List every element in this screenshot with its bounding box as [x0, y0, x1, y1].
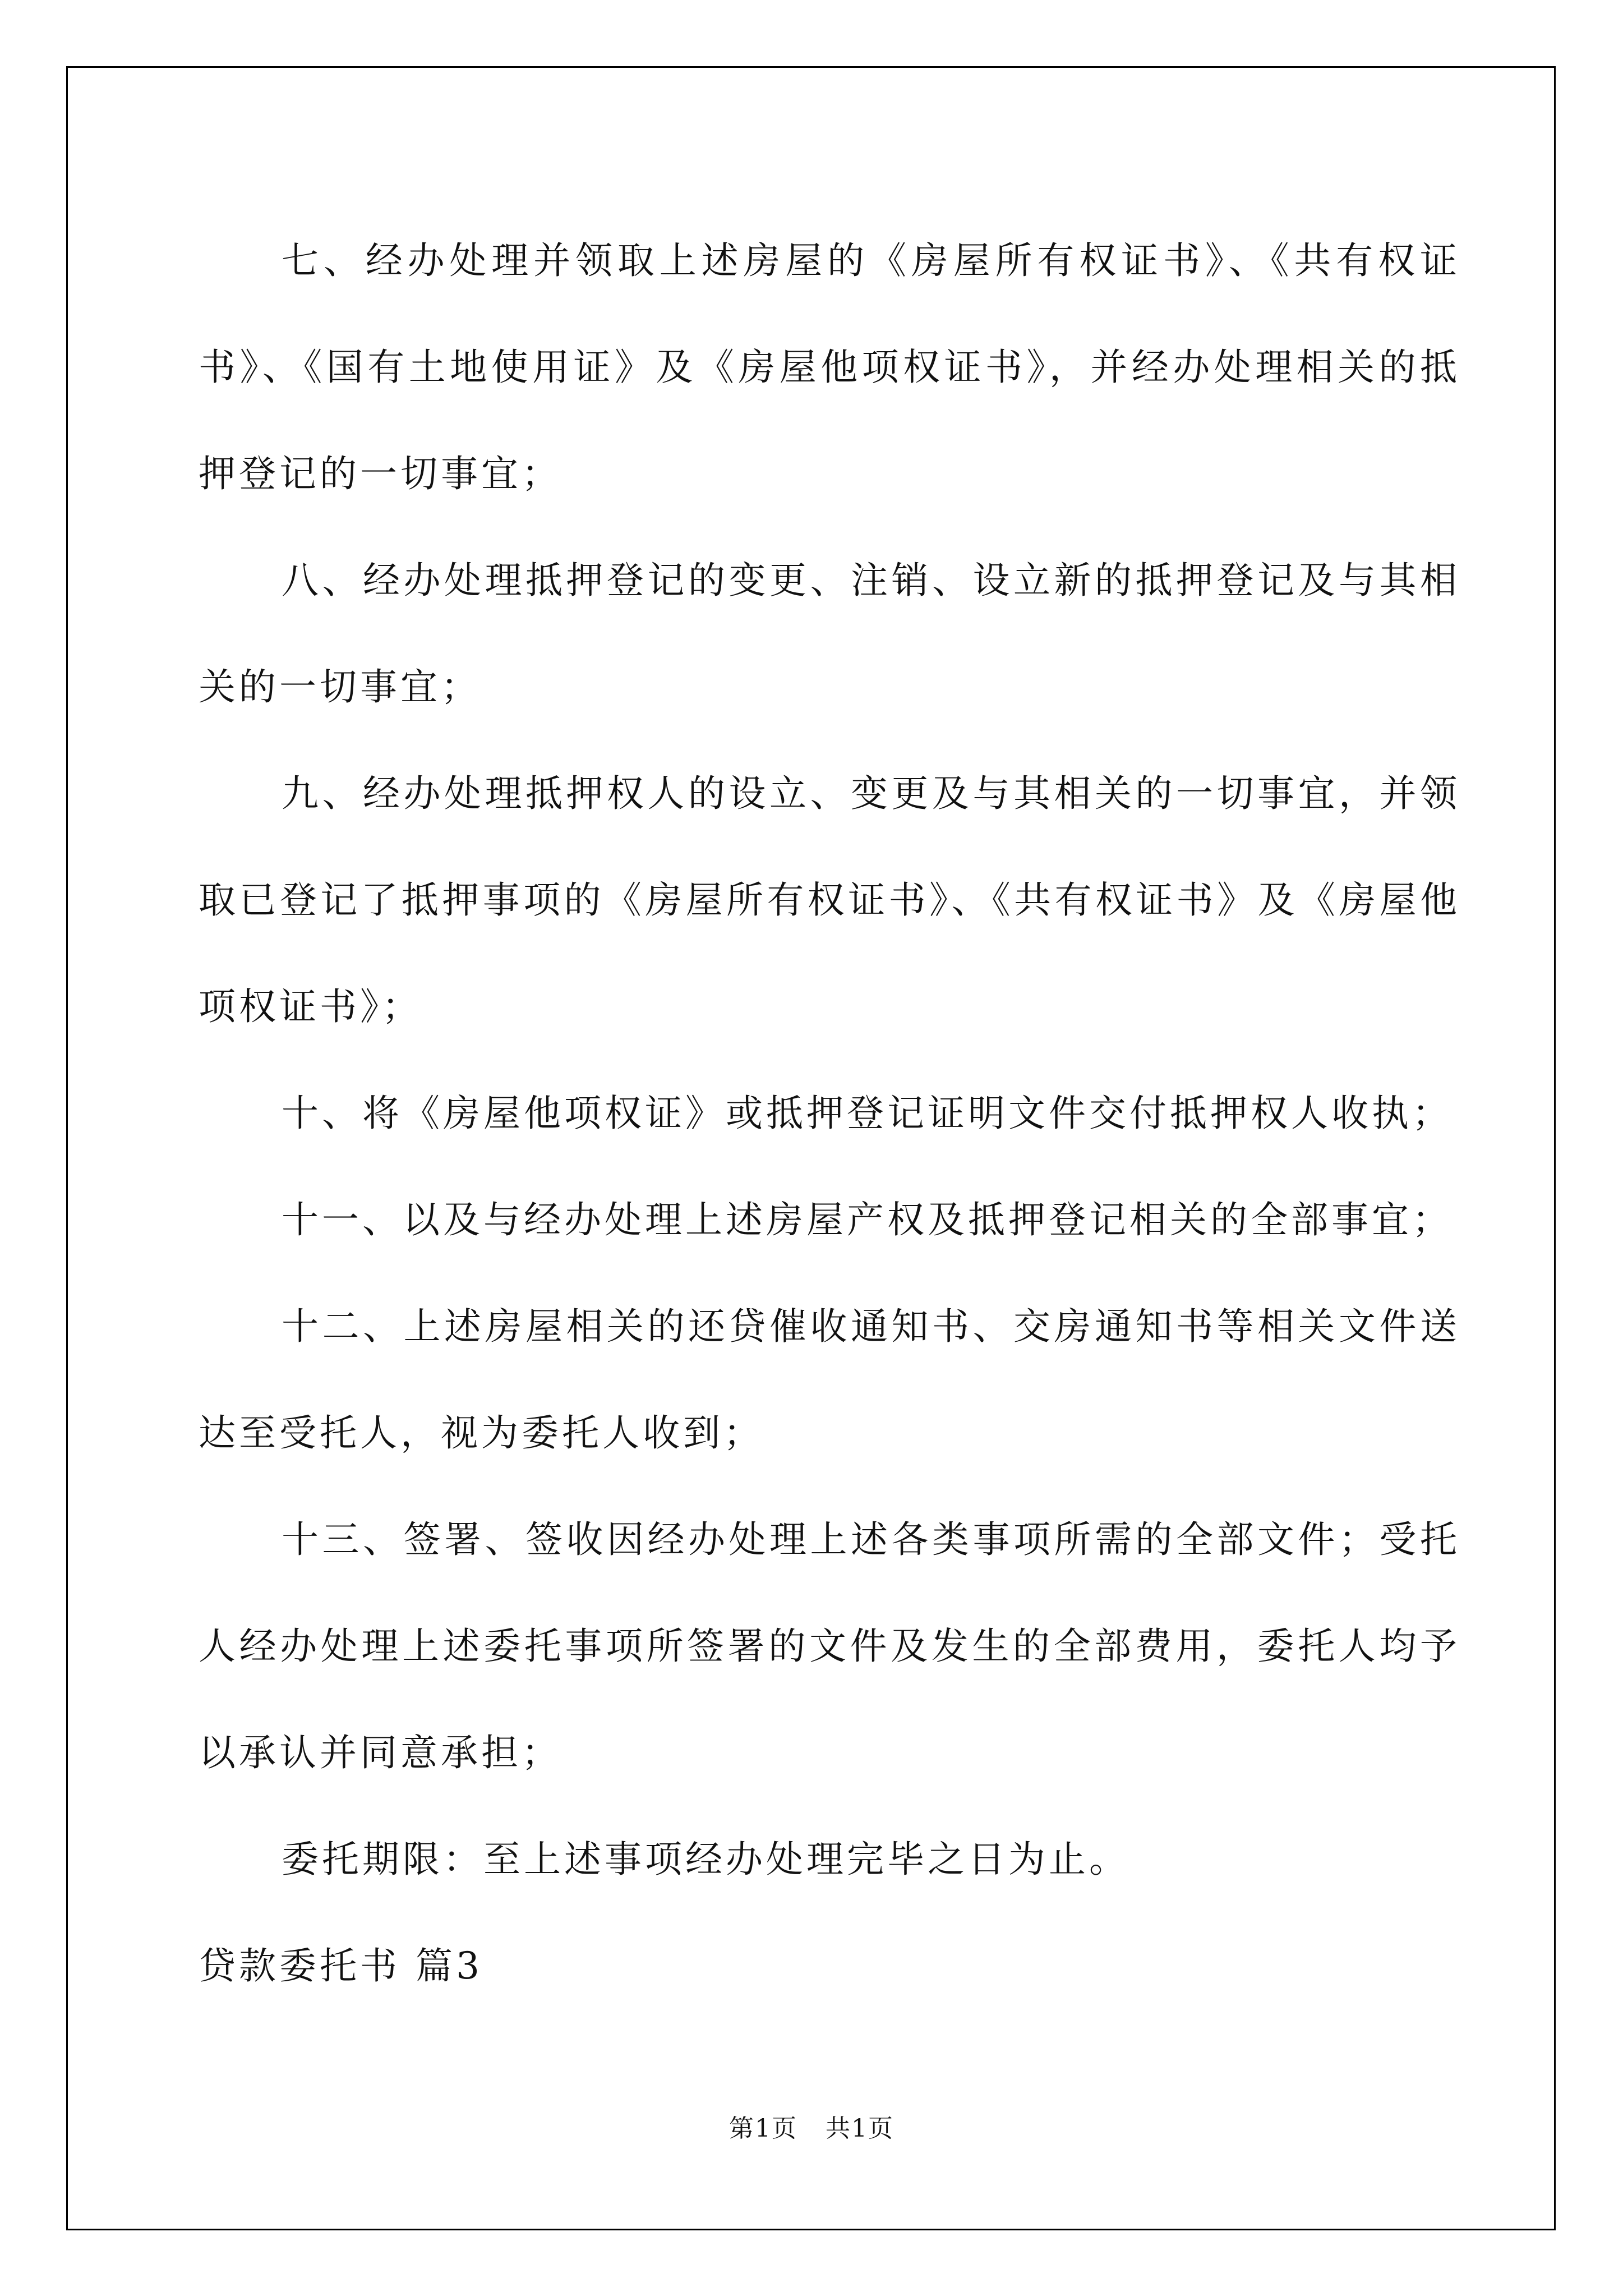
paragraph-term: 委托期限：至上述事项经办处理完毕之日为止。 [282, 1838, 1129, 1881]
paragraph-item-7: 七、经办处理并领取上述房屋的《房屋所有权证书》、《共有权证书》、《国有土地使用证》及《房屋他项权证书》，并经办处理相关的抵押登记的一切事宜； [199, 239, 1460, 495]
section-heading: 贷款委托书 篇3 [199, 1944, 483, 1987]
paragraph-item-9: 九、经办处理抵押权人的设立、变更及与其相关的一切事宜，并领取已登记了抵押事项的《房屋所有权证书》、《共有权证书》及《房屋他项权证书》； [199, 772, 1460, 1028]
page-number-current: 第1页 [729, 2114, 797, 2143]
paragraph-item-8: 八、经办处理抵押登记的变更、注销、设立新的抵押登记及与其相关的一切事宜； [199, 559, 1460, 708]
document-body [199, 208, 1460, 2019]
paragraph-item-11: 十一、以及与经办处理上述房屋产权及抵押登记相关的全部事宜； [282, 1198, 1453, 1241]
paragraph-item-12: 十二、上述房屋相关的还贷催收通知书、交房通知书等相关文件送达至受托人，视为委托人收到； [199, 1305, 1460, 1455]
paragraph-item-10: 十、将《房屋他项权证》或抵押登记证明文件交付抵押权人收执； [282, 1092, 1453, 1135]
paragraph-item-13: 十三、签署、签收因经办处理上述各类事项所需的全部文件；受托人经办处理上述委托事项所签署的文件及发生的全部费用，委托人均予以承认并同意承担； [199, 1518, 1460, 1774]
page-number-total: 共1页 [826, 2114, 894, 2143]
page-footer [0, 2112, 1623, 2146]
